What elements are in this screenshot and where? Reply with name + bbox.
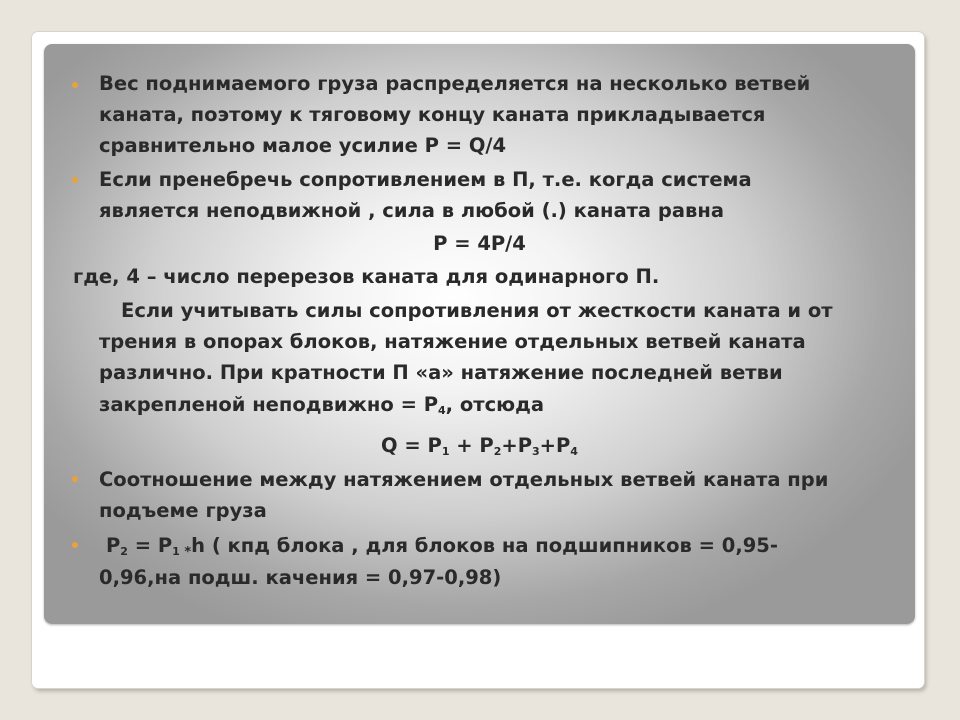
text-line: различно. При кратности П «а» натяжение последней ветви bbox=[99, 361, 783, 384]
bullet-marker bbox=[72, 476, 78, 482]
text-line: сравнительно малое усилие P = Q/4 bbox=[99, 134, 507, 157]
text-line: Если учитывать силы сопротивления от жесткости каната и от bbox=[121, 299, 833, 322]
text-line: Вес поднимаемого груза распределяется на несколько ветвей bbox=[99, 72, 811, 95]
formula-part: Q = P bbox=[381, 434, 442, 457]
formula-part: = P bbox=[127, 534, 173, 557]
subscript: 1 bbox=[441, 445, 450, 458]
subscript: 3 bbox=[532, 445, 540, 458]
text-line: Соотношение между натяжением отдельных ветвей каната при bbox=[99, 468, 829, 491]
multiply-star: * bbox=[179, 545, 192, 560]
text-line: является неподвижной , сила в любой (.) каната равна bbox=[99, 199, 724, 222]
formula-part: P bbox=[106, 534, 121, 557]
text-fragment: h ( кпд блока , для блоков на подшипников = 0,95- bbox=[191, 534, 778, 557]
text-line: 0,96,на подш. качения = 0,97-0,98) bbox=[99, 566, 502, 589]
bullet-marker bbox=[72, 177, 78, 183]
text-line: подъеме груза bbox=[99, 499, 267, 522]
text-line bbox=[99, 389, 544, 420]
formula-line: P = 4P/4 bbox=[433, 232, 526, 255]
formula-part: + P bbox=[449, 434, 494, 457]
bullet-marker bbox=[72, 82, 78, 88]
formula-part: +P bbox=[539, 434, 571, 457]
subscript: 4 bbox=[570, 445, 578, 458]
subscript: 2 bbox=[493, 445, 502, 458]
formula-part: +P bbox=[501, 434, 532, 457]
text-fragment: закрепленой неподвижно = P bbox=[99, 393, 439, 416]
text-line: трения в опорах блоков, натяжение отдельных ветвей каната bbox=[99, 330, 806, 353]
subscript: 1 bbox=[172, 545, 180, 558]
subscript: 2 bbox=[120, 545, 128, 558]
subscript: 4 bbox=[438, 404, 446, 417]
text-fragment: , отсюда bbox=[445, 393, 544, 416]
text-line: где, 4 – число перерезов каната для одинарного П. bbox=[73, 265, 660, 288]
bullet-marker bbox=[72, 542, 78, 548]
text-line: каната, поэтому к тяговому концу каната прикладывается bbox=[99, 103, 766, 126]
formula-line bbox=[44, 430, 915, 461]
text-line: Если пренебречь сопротивлением в П, т.е. когда система bbox=[99, 168, 752, 191]
